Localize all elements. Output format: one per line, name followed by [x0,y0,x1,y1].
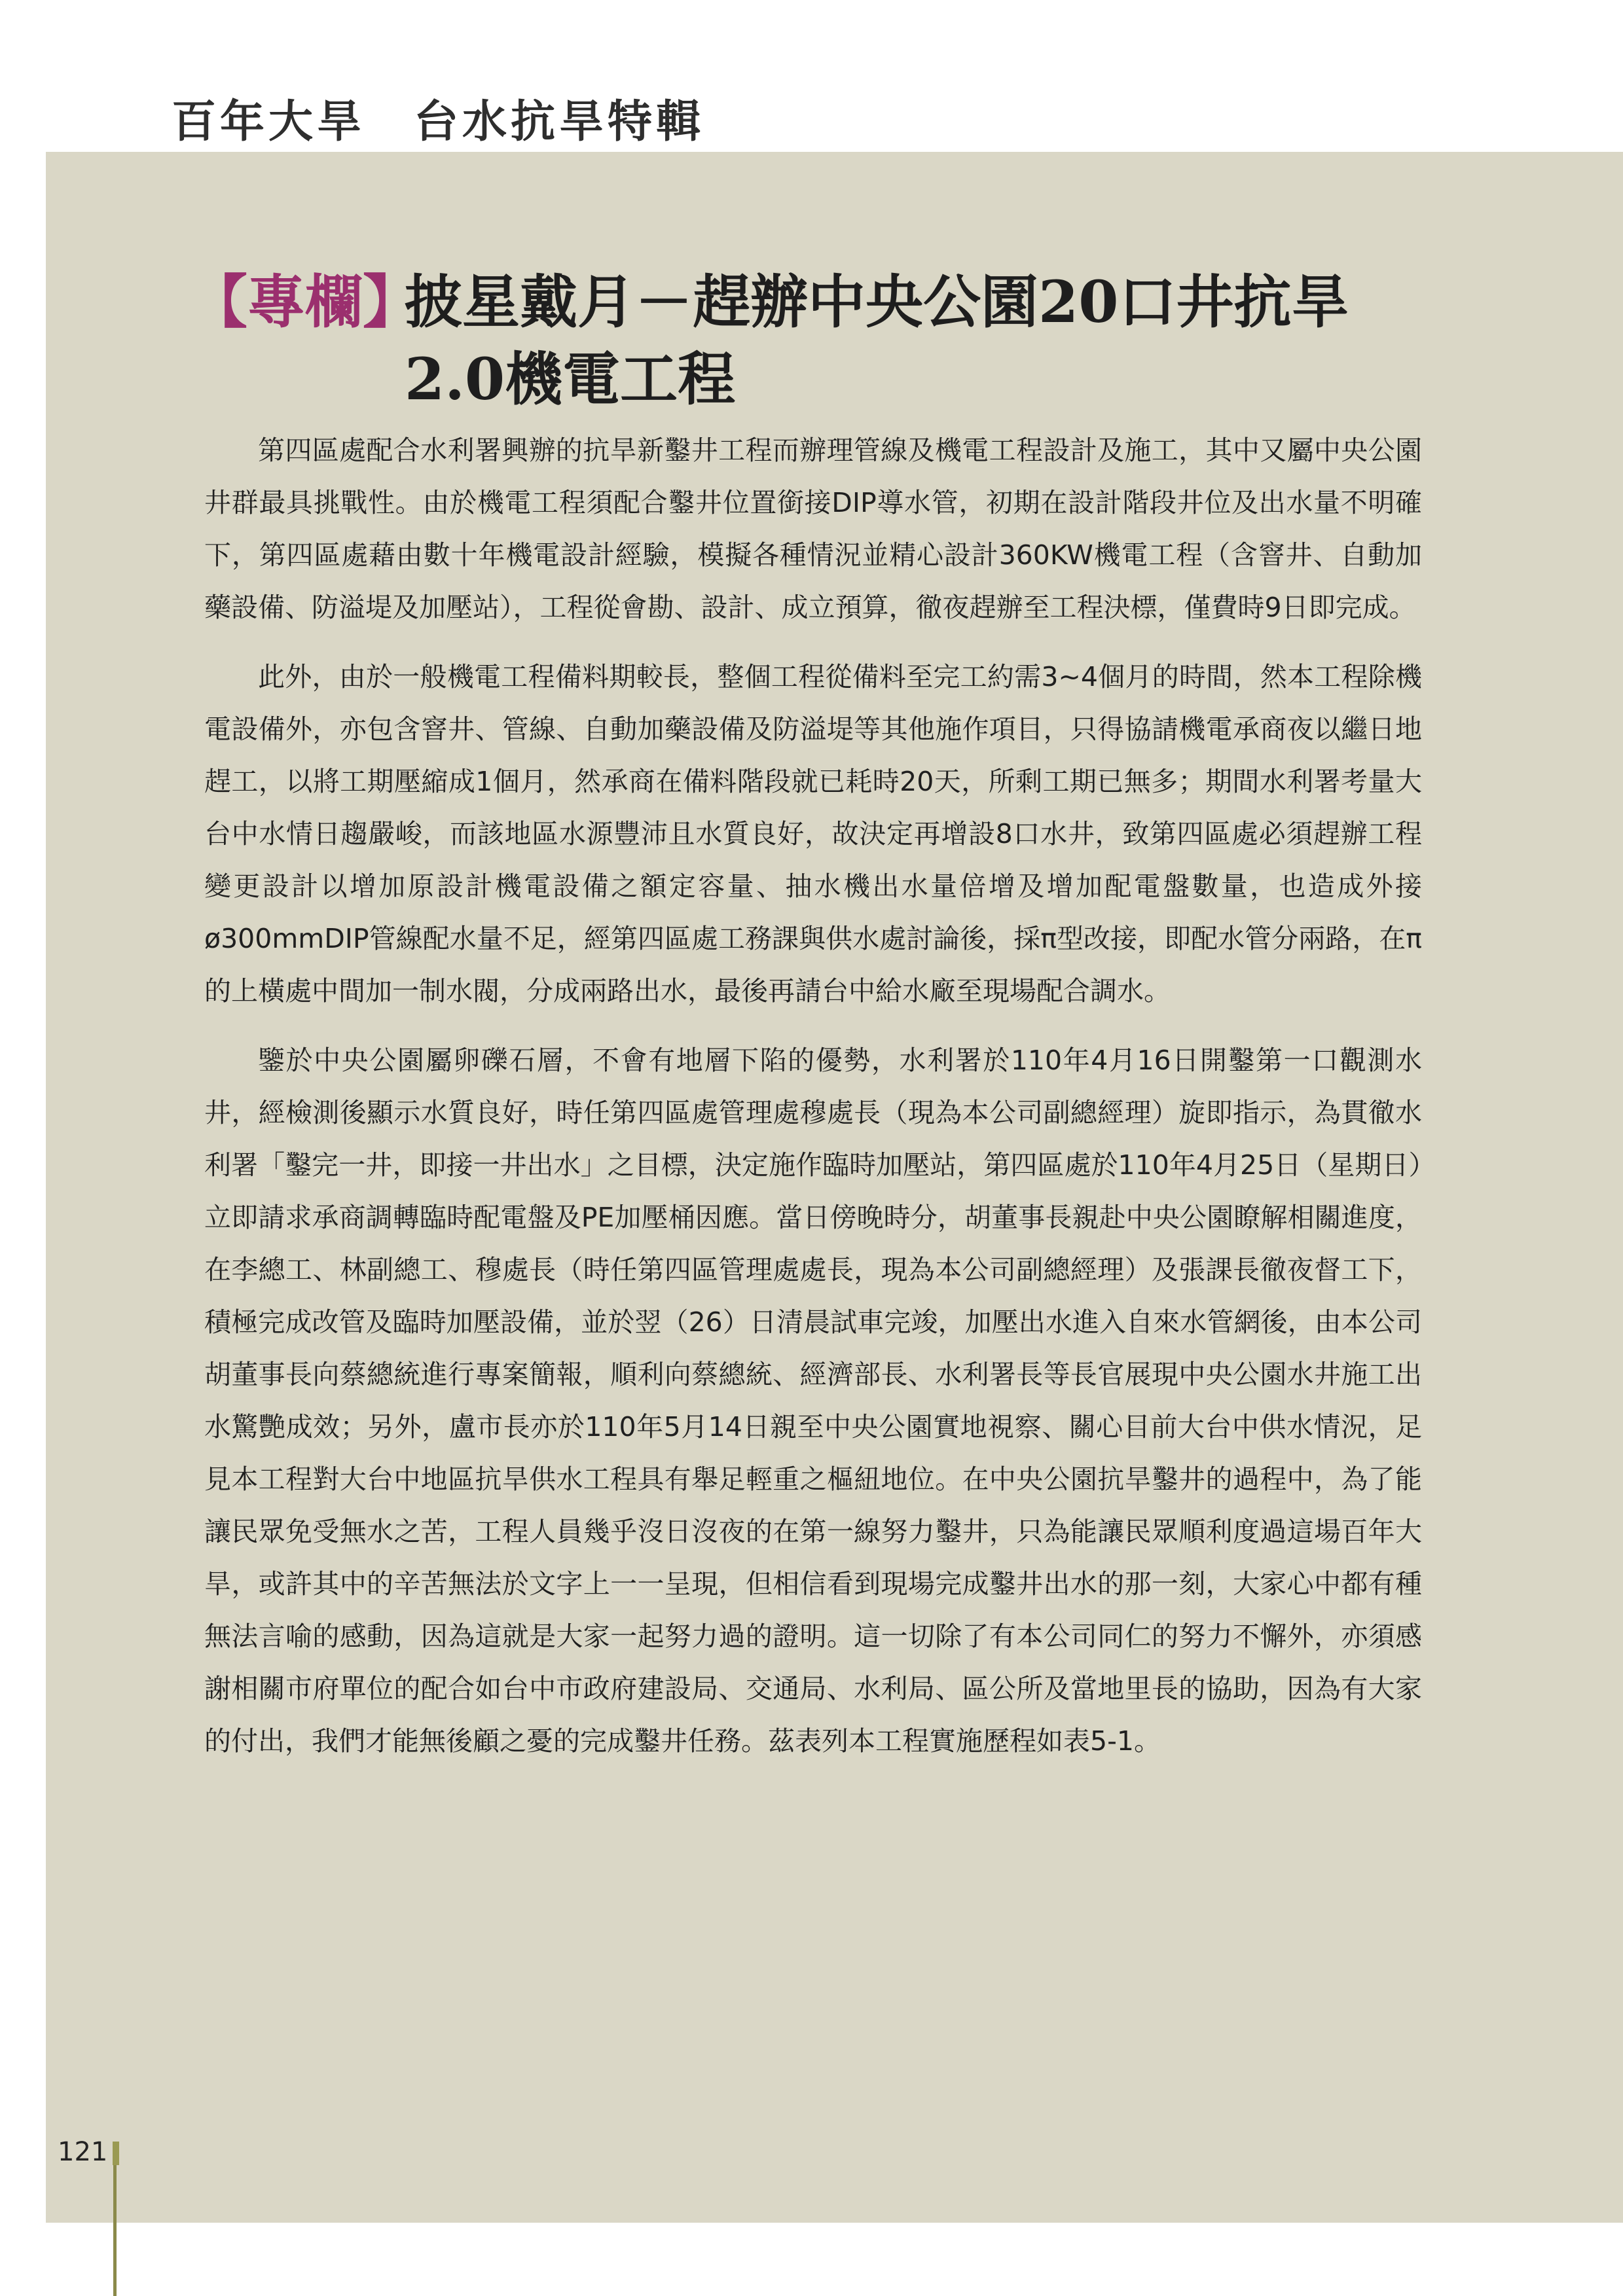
page-number: 121 [58,2137,108,2167]
page-rule-cap [113,2142,119,2165]
article-title [190,263,1434,418]
column-tag: 【專欄】 [190,268,421,336]
paragraph: 此外，由於一般機電工程備料期較長，整個工程從備料至完工約需3~4個月的時間，然本工程除機電設備外，亦包含窨井、管線、自動加藥設備及防溢堤等其他施作項目，只得協請機電承商夜以繼日地趕工，以將工期壓縮成1個月，然承商在備料階段就已耗時20天，所剩工期已無多；期間水利署考量大台中水情日趨嚴峻，而該地區水源豐沛且水質良好，故決定再增設8口水井，致第四區處必須趕辦工程變更設計以增加原設計機電設備之額定容量、抽水機出水量倍增及增加配電盤數量，也造成外接ø300mmDIP管線配水量不足，經第四區處工務課與供水處討論後，採π型改接，即配水管分兩路，在π的上橫處中間加一制水閥，分成兩路出水，最後再請台中給水廠至現場配合調水。 [204,661,1422,1007]
paragraph: 第四區處配合水利署興辦的抗旱新鑿井工程而辦理管線及機電工程設計及施工，其中又屬中央公園井群最具挑戰性。由於機電工程須配合鑿井位置銜接DIP導水管，初期在設計階段井位及出水量不明確下，第四區處藉由數十年機電設計經驗，模擬各種情況並精心設計360KW機電工程（含窨井、自動加藥設備、防溢堤及加壓站），工程從會勘、設計、成立預算，徹夜趕辦至工程決標，僅費時9日即完成。 [204,435,1422,623]
article-title-text: 披星戴月－趕辦中央公園20口井抗旱2.0機電工程 [405,268,1349,413]
header-title: 百年大旱 台水抗旱特輯 [172,96,705,148]
article-body [204,424,1422,1784]
paragraph: 鑒於中央公園屬卵礫石層，不會有地層下陷的優勢，水利署於110年4月16日開鑿第一口觀測水井，經檢測後顯示水質良好，時任第四區處管理處穆處長（現為本公司副總經理）旋即指示，為貫徹水利署「鑿完一井，即接一井出水」之目標，決定施作臨時加壓站，第四區處於110年4月25日（星期日）立即請求承商調轉臨時配電盤及PE加壓桶因應。當日傍晚時分，胡董事長親赴中央公園瞭解相關進度，在李總工、林副總工、穆處長（時任第四區管理處處長，現為本公司副總經理）及張課長徹夜督工下，積極完成改管及臨時加壓設備，並於翌（26）日清晨試車完竣，加壓出水進入自來水管網後，由本公司胡董事長向蔡總統進行專案簡報，順利向蔡總統、經濟部長、水利署長等長官展現中央公園水井施工出水驚艷成效；另外，盧市長亦於110年5月14日親至中央公園實地視察、關心目前大台中供水情況，足見本工程對大台中地區抗旱供水工程具有舉足輕重之樞紐地位。在中央公園抗旱鑿井的過程中，為了能讓民眾免受無水之苦，工程人員幾乎沒日沒夜的在第一線努力鑿井，只為能讓民眾順利度過這場百年大旱，或許其中的辛苦無法於文字上一一呈現，但相信看到現場完成鑿井出水的那一刻，大家心中都有種無法言喻的感動，因為這就是大家一起努力過的證明。這一切除了有本公司同仁的努力不懈外，亦須感謝相關市府單位的配合如台中市政府建設局、交通局、水利局、區公所及當地里長的協助，因為有大家的付出，我們才能無後顧之憂的完成鑿井任務。茲表列本工程實施歷程如表5-1。 [204,1045,1422,1757]
